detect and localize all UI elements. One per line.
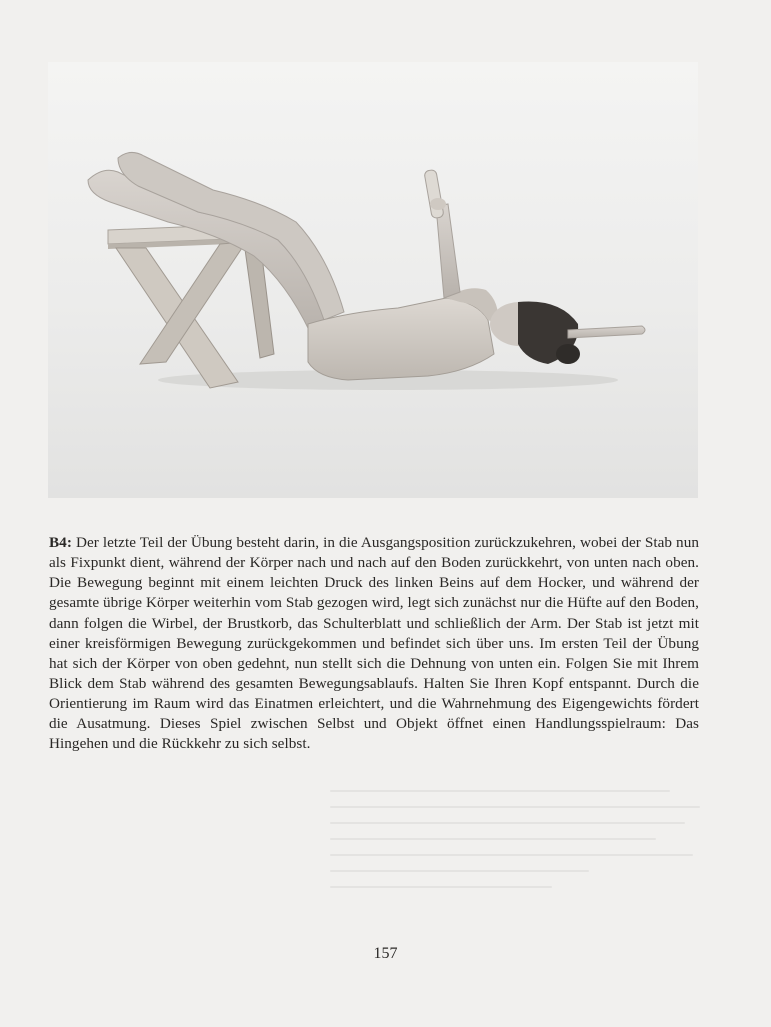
show-through-text [330, 790, 700, 920]
description-text: Der letzte Teil der Übung besteht darin, in die Ausgangsposition zurückzukehren, wobei der Stab nun als Fixpunkt dient, während der Körper nach und nach auf den Boden zurückkehrt, von unten nach oben. Die Bewegung beginnt mit einem leichten Druck des linken Beins auf dem Hocker, und während der gesamte übrige Körper weiterhin vom Stab gezogen wird, legt sich zunächst nur die Hüfte auf den Boden, dann folgen die Wirbel, der Brustkorb, das Schulterblatt und schließlich der Arm. Der Stab ist jetzt mit einer kreisförmigen Bewegung zurückgekommen und befindet sich über uns. Im ersten Teil der Übung hat sich der Körper von oben gedehnt, nun stellt sich die Dehnung von unten ein. Folgen Sie mit Ihrem Blick dem Stab während des gesamten Bewegungsablaufs. Halten Sie Ihren Kopf entspannt. Durch die Orientierung im Raum wird das Einatmen erleichtert, und die Wahrnehmung des Eigengewichts fördert die Ausatmung. Dieses Spiel zwischen Selbst und Objekt öffnet einen Handlungsspielraum: Das Hingehen und die Rückkehr zu sich selbst. [49, 534, 699, 753]
exercise-photo [48, 62, 698, 498]
page-number: 157 [373, 945, 398, 962]
exercise-description [49, 533, 699, 754]
step-label: B4: [49, 534, 72, 552]
exercise-illustration [48, 62, 698, 498]
